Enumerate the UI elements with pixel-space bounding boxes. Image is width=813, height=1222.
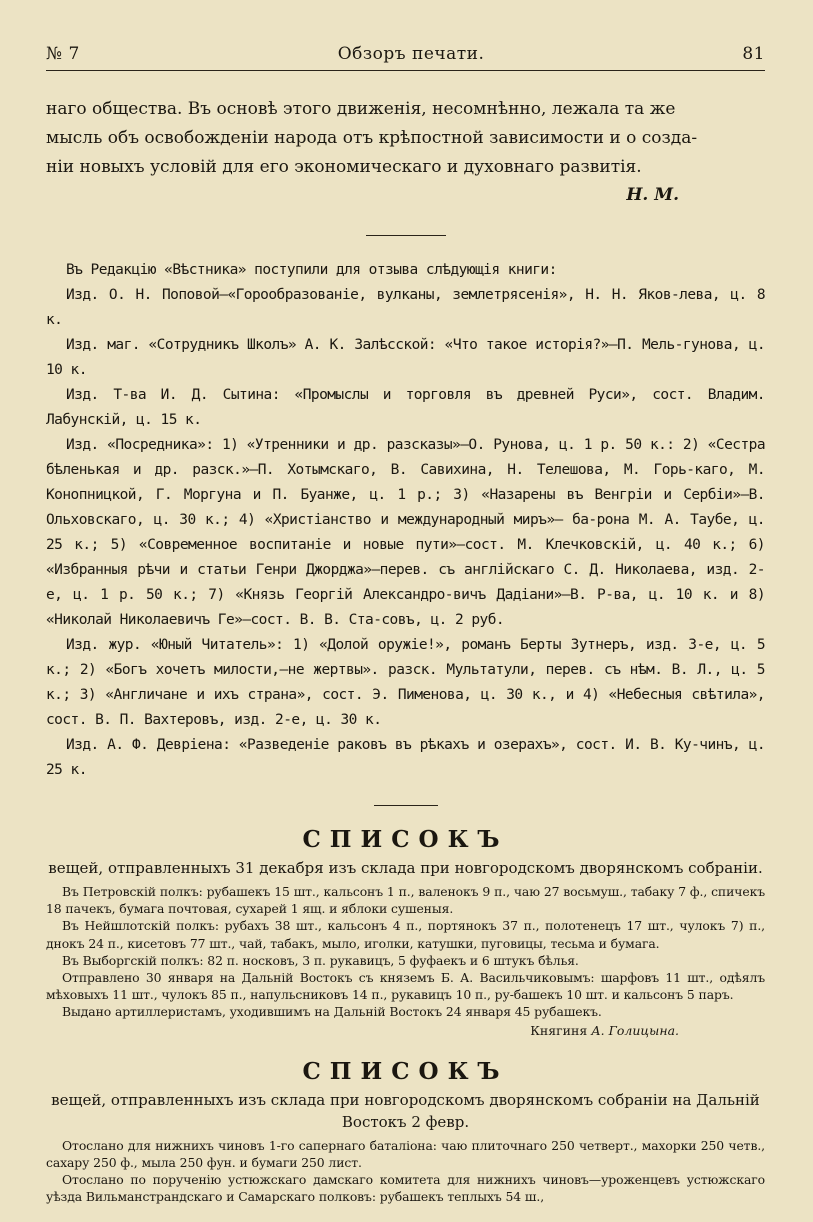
essay-ending [46,95,765,209]
essay-line: ніи новыхъ условій для его экономическаго и духовнаго развитія. [46,157,642,177]
issue-number: № 7 [46,44,80,64]
list-title: СПИСОКЪ [302,1057,509,1085]
book-entry: Изд. «Посредника»: 1) «Утренники и др. разсказы»—О. Рунова, ц. 1 р. 50 к.: 2) «Сестра бѣленькая и др. разск.»—П. Хотымскаго, В. Савихина, Н. Телешова, М. Горь-каго, М. Конопницкой, Г. Моргуна и П. Буанже, ц. 1 р.; 3) «Назарены въ Венгріи и Сербіи»—В. Ольховскаго, ц. 30 к.; 4) «Христіанство и международный миръ»— ба-рона М. А. Таубе, ц. 25 к.; 5) «Современное воспитаніе и новые пути»—сост. М. Клечковскій, ц. 40 к.; 6) «Избранныя рѣчи и статьи Генри Джорджа»—перев. съ англійскаго С. Д. Николаева, изд. 2-е, ц. 1 р. 50 к.; 7) «Князь Георгій Александро-вичъ Дадіани»—В. Р-ва, ц. 10 к. и 8) «Николай Николаевичъ Ге»—сост. В. В. Ста-совъ, ц. 2 руб. [46,437,765,628]
essay-signature: Н. М. [626,185,679,205]
list-paragraph: Въ Петровскій полкъ: рубашекъ 15 шт., кальсонъ 1 п., валенокъ 9 п., чаю 27 восьмуш., табаку 7 ф., спичекъ 18 пачекъ, бумага почтовая, сухарей 1 ящ. и яблоки сушеныя. [46,884,765,917]
essay-line: мысль объ освобожденіи народа отъ крѣпостной зависимости и о созда- [46,128,698,148]
page-number: 81 [742,44,765,64]
list-body [46,883,765,1040]
divider [374,805,438,806]
list-paragraph: Отправлено 30 января на Дальній Востокъ съ княземъ Б. А. Васильчиковымъ: шарфовъ 11 шт., одѣялъ мѣховыхъ 11 шт., чулокъ 85 п., напульсниковъ 14 п., рукавицъ 10 п., ру-башекъ 10 шт. и кальсонъ 5 паръ. [46,970,765,1003]
books-intro: Въ Редакцію «Вѣстника» поступили для отзыва слѣдующія книги: [66,262,557,278]
list-one [46,826,765,1040]
spacer [46,1040,765,1058]
received-books [46,258,765,783]
book-entry: Изд. маг. «Сотрудникъ Школъ» А. К. Залѣсской: «Что такое исторія?»—П. Мель-гунова, ц. 10 к. [46,337,765,378]
signature-name: А. Голицына. [591,1022,679,1038]
list-subtitle: вещей, отправленныхъ изъ склада при новгородскомъ дворянскомъ собраніи на Дальній Востокъ 2 февр. [51,1090,760,1131]
list-subtitle: вещей, отправленныхъ 31 декабря изъ склада при новгородскомъ дворянскомъ собраніи. [48,859,763,877]
section-title: Обзоръ печати. [337,44,485,64]
list-signature [46,1021,765,1040]
book-entry: Изд. А. Ф. Девріена: «Разведеніе раковъ въ рѣкахъ и озерахъ», сост. И. В. Ку-чинъ, ц. 25 к. [46,737,765,778]
list-paragraph: Выдано артиллеристамъ, уходившимъ на Дальній Востокъ 24 января 45 рубашекъ. [62,1004,602,1020]
list-title: СПИСОКЪ [302,826,509,853]
list-body [46,1137,765,1206]
list-paragraph: Отослано для нижнихъ чиновъ 1-го сапернаго баталіона: чаю плиточнаго 250 четверт., махорки 250 четв., сахару 250 ф., мыла 250 фун. и бумаги 250 лист. [46,1137,765,1170]
book-entry: Изд. жур. «Юный Читатель»: 1) «Долой оружіе!», романъ Берты Зутнеръ, изд. 3-е, ц. 5 к.; 2) «Богъ хочетъ милости,—не жертвы». разск. Мультатули, перев. съ нѣм. В. Л., ц. 5 к.; 3) «Англичане и ихъ страна», сост. Э. Пименова, ц. 30 к., и 4) «Небесныя свѣтила», сост. В. П. Вахтеровъ, изд. 2-е, ц. 30 к. [46,637,765,728]
list-paragraph: Въ Нейшлотскій полкъ: рубахъ 38 шт., кальсонъ 4 п., портянокъ 37 п., полотенецъ 17 шт., чулокъ 7) п., днокъ 24 п., кисетовъ 77 шт., чай, табакъ, мыло, иголки, катушки, пуговицы, тесьма и бумага. [46,918,765,951]
divider [366,235,446,236]
essay-line: наго общества. Въ основѣ этого движенія, несомнѣнно, лежала та же [46,99,676,119]
running-header [46,44,765,71]
list-paragraph: Отослано по порученію устюжскаго дамскаго комитета для нижнихъ чиновъ—уроженцевъ устюжскаго уѣзда Вильманстрандскаго и Самарскаго полковъ: рубашекъ теплыхъ 54 ш., [46,1172,765,1205]
list-two [46,1058,765,1206]
book-entry: Изд. О. Н. Поповой—«Горообразованіе, вулканы, землетрясенія», Н. Н. Яков-лева, ц. 8 к. [46,287,765,328]
list-paragraph: Въ Выборгскій полкъ: 82 п. носковъ, 3 п. рукавицъ, 5 фуфаекъ и 6 штукъ бѣлья. [62,952,579,968]
book-entry: Изд. Т-ва И. Д. Сытина: «Промыслы и торговля въ древней Руси», сост. Владим. Лабунскій, ц. 15 к. [46,387,765,428]
signature-title: Княгиня [530,1022,588,1038]
